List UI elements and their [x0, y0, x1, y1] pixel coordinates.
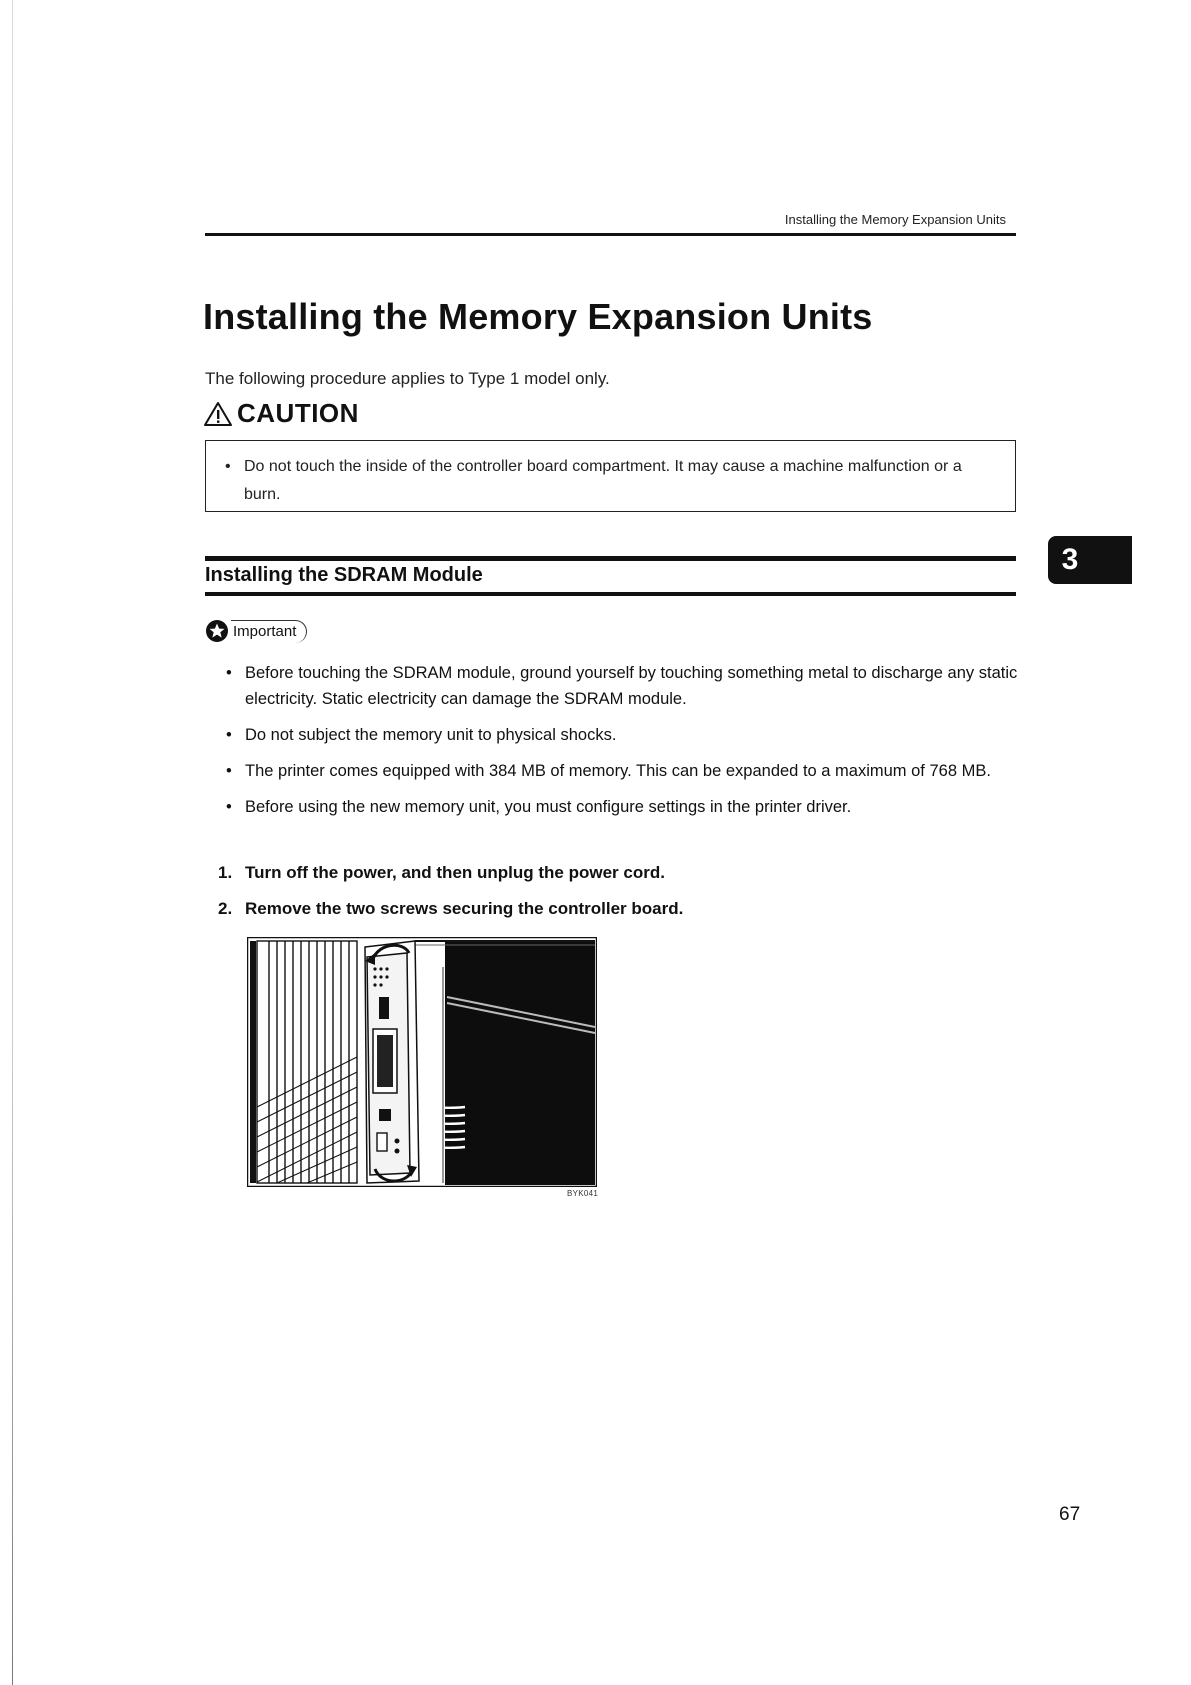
- step-item: [218, 896, 1018, 922]
- list-item: • Before using the new memory unit, you must configure settings in the printer driver.: [245, 794, 1020, 820]
- list-item: • The printer comes equipped with 384 MB of memory. This can be expanded to a maximum of 768 MB.: [245, 758, 1020, 784]
- bullet-icon: •: [226, 798, 232, 816]
- important-list: [226, 660, 1020, 830]
- bullet-icon: •: [226, 664, 232, 682]
- controller-board-illustration: [247, 937, 597, 1187]
- bullet-icon: •: [226, 762, 232, 780]
- bullet-icon: •: [226, 726, 232, 744]
- important-badge: [205, 619, 307, 643]
- step-text: Remove the two screws securing the controller board.: [245, 899, 684, 918]
- step-item: [218, 860, 1018, 886]
- important-label: Important: [231, 620, 307, 643]
- running-header: Installing the Memory Expansion Units: [784, 212, 1006, 227]
- caution-item: [225, 453, 999, 509]
- caution-heading: [203, 398, 359, 429]
- figure-code: BYK041: [567, 1189, 599, 1198]
- important-star-icon: [205, 619, 229, 643]
- binding-edge: [12, 0, 13, 1685]
- header-rule: [205, 233, 1016, 236]
- section-title: Installing the SDRAM Module: [205, 564, 483, 586]
- step-number: 1.: [218, 863, 233, 882]
- bullet-icon: •: [225, 458, 231, 475]
- procedure-steps: [218, 860, 1018, 932]
- section-rule-top: [205, 556, 1016, 561]
- list-item: • Before touching the SDRAM module, ground yourself by touching something metal to discharge any static electricity. Static electricity can damage the SDRAM module.: [245, 660, 1020, 712]
- list-item: • Do not subject the memory unit to physical shocks.: [245, 722, 1020, 748]
- caution-label: CAUTION: [237, 398, 359, 428]
- page-number: 67: [1059, 1504, 1081, 1525]
- warning-triangle-icon: [203, 401, 233, 427]
- page-title: Installing the Memory Expansion Units: [203, 296, 873, 337]
- intro-text: The following procedure applies to Type 1 model only.: [205, 369, 610, 388]
- section-rule-bottom: [205, 592, 1016, 596]
- step-number: 2.: [218, 899, 233, 918]
- chapter-number: 3: [1061, 543, 1079, 576]
- chapter-tab: [1048, 536, 1132, 584]
- caution-text: Do not touch the inside of the controller board compartment. It may cause a machine malfunction or a burn.: [244, 458, 962, 503]
- caution-box: [205, 440, 1016, 512]
- printer-rear-illustration: [247, 937, 597, 1187]
- step-text: Turn off the power, and then unplug the power cord.: [245, 863, 665, 882]
